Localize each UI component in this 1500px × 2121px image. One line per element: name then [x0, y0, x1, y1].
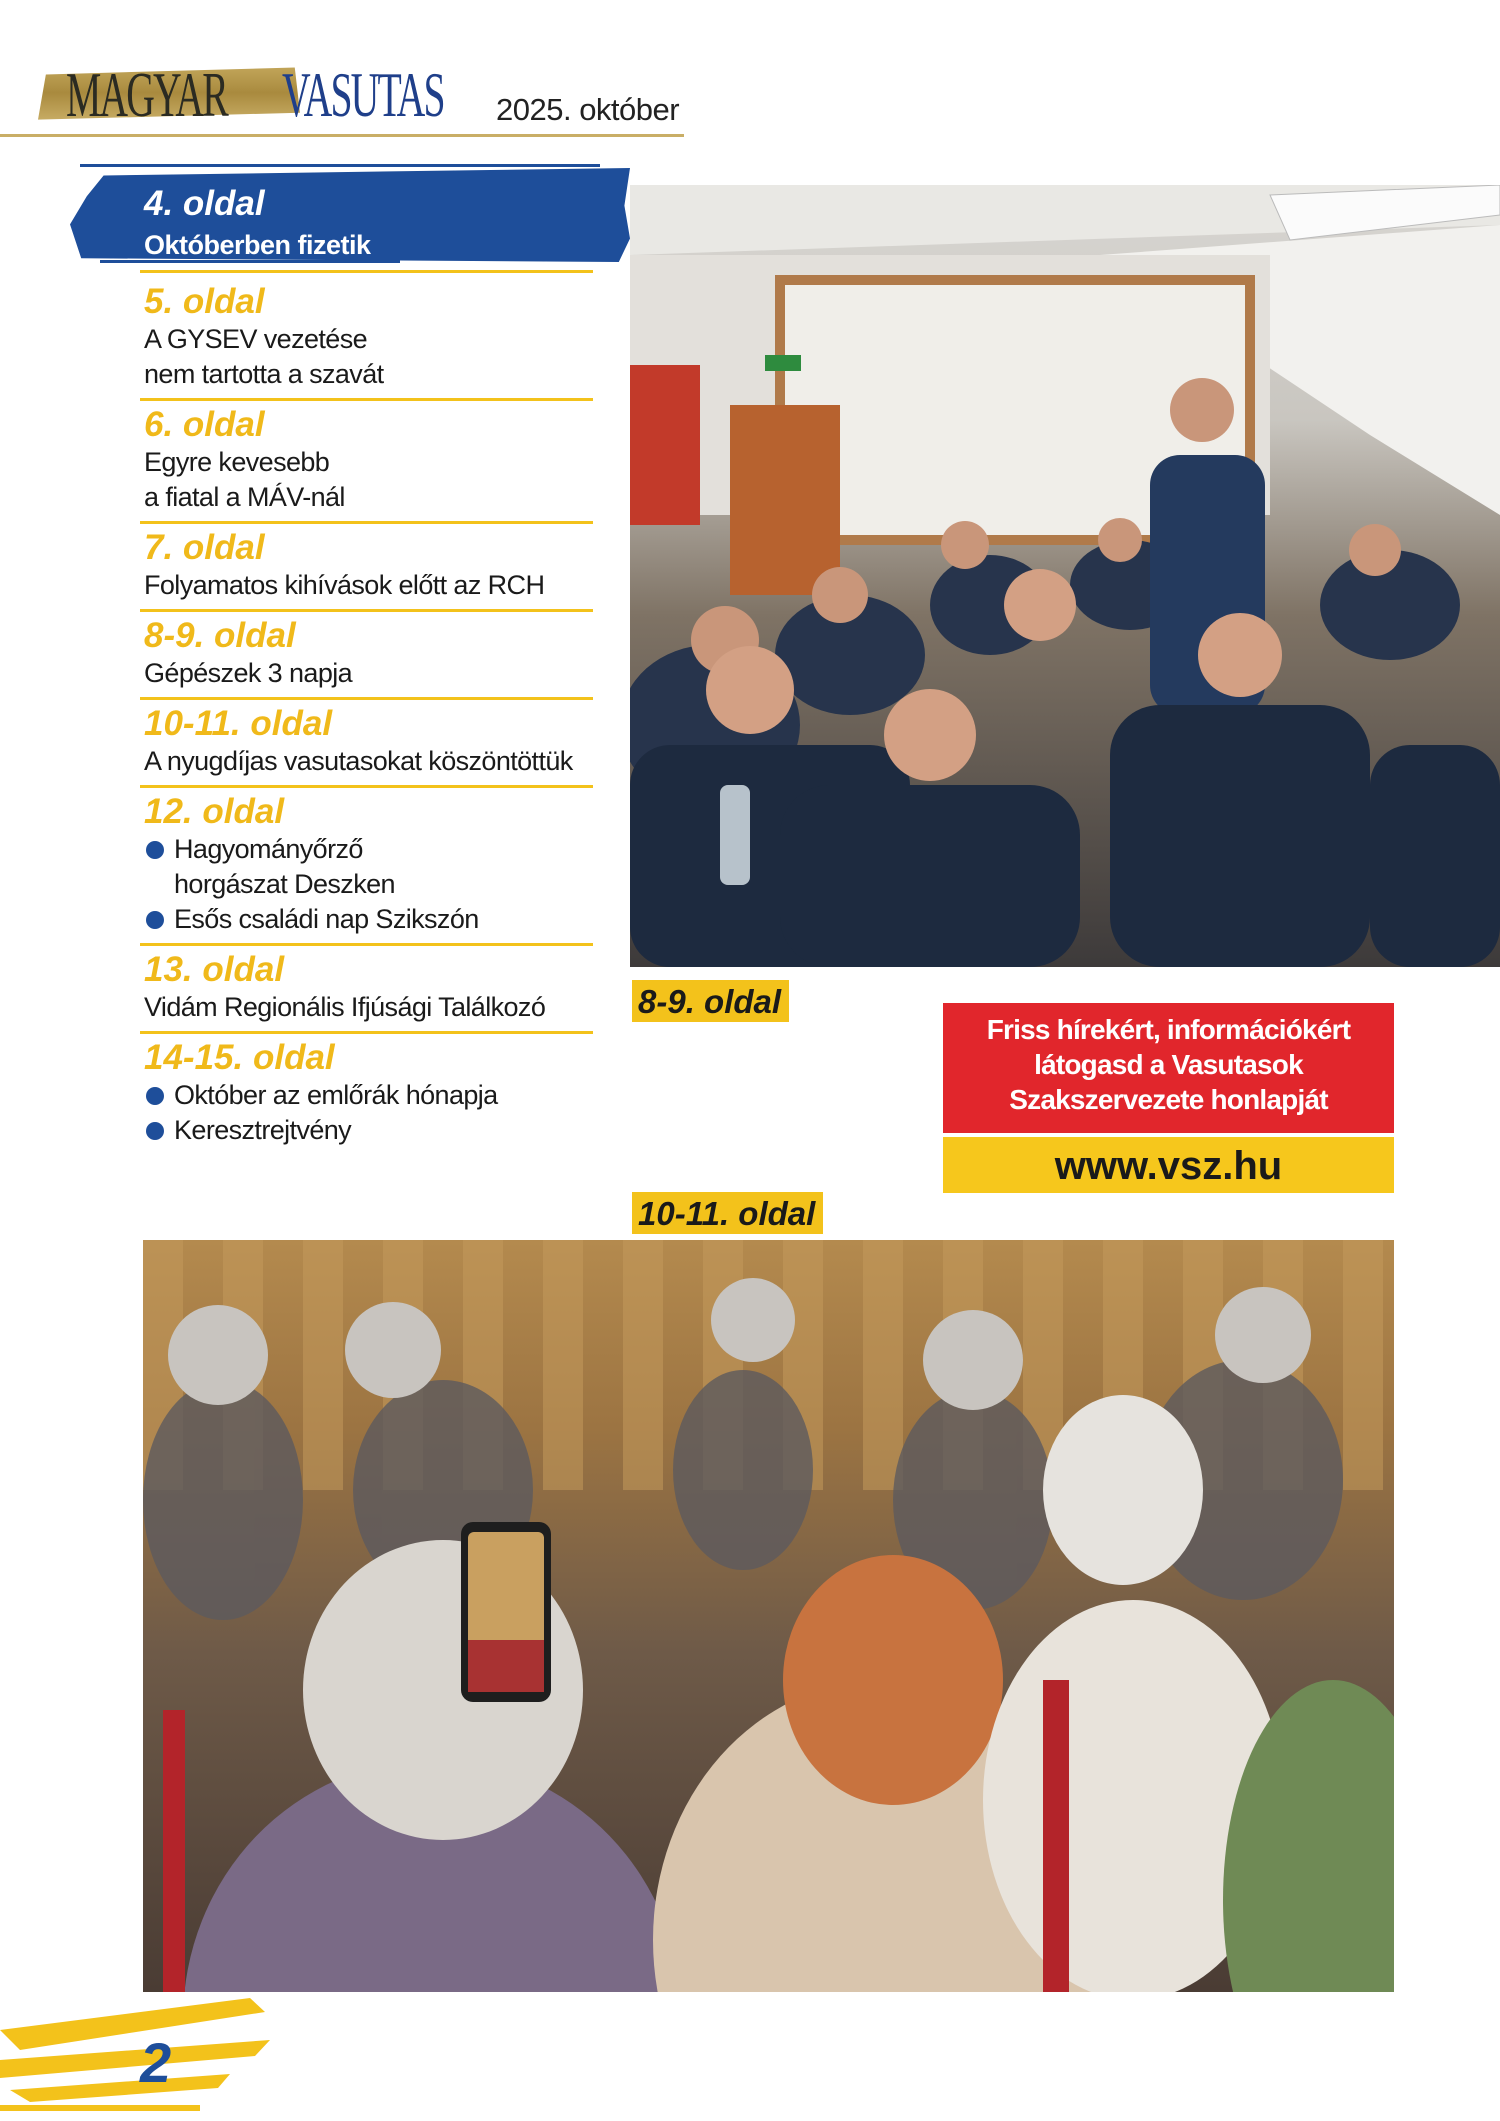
toc-page-number: 14-15. oldal [144, 1038, 335, 1077]
toc-subitem-label: Esős családi nap Szikszón [174, 904, 479, 934]
meeting-room-illustration [630, 185, 1500, 967]
photo-label-bottom: 10-11. oldal [632, 1192, 823, 1234]
toc-subitem-list [144, 1078, 593, 1148]
toc-entry[interactable] [140, 1034, 593, 1154]
banquet-illustration [143, 1240, 1394, 1992]
promo-text: Friss hírekért, információkért látogasd a Vasutasok Szakszervezete honlapját [943, 1003, 1394, 1133]
toc-page-number: 13. oldal [144, 950, 285, 989]
toc-entry[interactable] [140, 788, 593, 946]
masthead-rule [0, 134, 684, 137]
brush-streak [80, 164, 600, 167]
toc-subitem-label: Hagyományőrző horgászat Deszken [174, 834, 395, 899]
toc-featured-entry[interactable] [70, 162, 630, 272]
toc-subitem[interactable] [144, 832, 593, 902]
website-promo [943, 1003, 1394, 1191]
toc-page-number: 7. oldal [144, 528, 265, 567]
toc-subitem-label: Keresztrejtvény [174, 1115, 352, 1145]
bullet-icon [146, 1087, 164, 1105]
issue-date: 2025. október [496, 92, 680, 127]
bullet-icon [146, 1122, 164, 1140]
toc-subitem-list [144, 832, 593, 937]
masthead-title-part1: MAGYAR [66, 59, 227, 130]
toc-subitem-label: Október az emlőrák hónapja [174, 1080, 498, 1110]
toc-subitem[interactable] [144, 902, 593, 937]
toc-entry[interactable] [140, 946, 593, 1034]
promo-url-link[interactable]: www.vsz.hu [943, 1137, 1394, 1193]
toc-title: A nyugdíjas vasutasokat köszöntöttük [144, 746, 573, 776]
toc-title: Egyre kevesebb a fiatal a MÁV-nál [144, 447, 345, 512]
toc-title: Folyamatos kihívások előtt az RCH [144, 570, 545, 600]
bullet-icon [146, 841, 164, 859]
toc-entry[interactable] [140, 524, 593, 612]
bullet-icon [146, 911, 164, 929]
toc-divider [140, 270, 593, 273]
toc-entry[interactable] [140, 401, 593, 524]
toc-entry[interactable] [140, 278, 593, 401]
toc-page-number: 8-9. oldal [144, 616, 296, 655]
photo-label-top: 8-9. oldal [632, 980, 789, 1022]
toc-subitem[interactable] [144, 1113, 593, 1148]
toc-page-number: 10-11. oldal [144, 704, 333, 743]
toc-title: A GYSEV vezetése nem tartotta a szavát [144, 324, 384, 389]
masthead [0, 50, 690, 142]
toc-title: Októberben fizetik [144, 230, 371, 260]
toc-page-number: 6. oldal [144, 405, 265, 444]
toc-entry[interactable] [140, 612, 593, 700]
toc-subitem[interactable] [144, 1078, 593, 1113]
toc-page-number: 12. oldal [144, 792, 285, 831]
photo-banquet-hall [143, 1240, 1394, 1992]
toc-title: Gépészek 3 napja [144, 658, 353, 688]
toc-list [140, 278, 593, 1154]
toc-entry[interactable] [140, 700, 593, 788]
toc-page-number: 4. oldal [144, 184, 265, 223]
page-number: 2 [140, 2031, 172, 2094]
photo-meeting-room [630, 185, 1500, 967]
toc-title: Vidám Regionális Ifjúsági Találkozó [144, 992, 546, 1022]
toc-page-number: 5. oldal [144, 282, 265, 321]
masthead-title-part2: VASUTAS [282, 59, 444, 130]
